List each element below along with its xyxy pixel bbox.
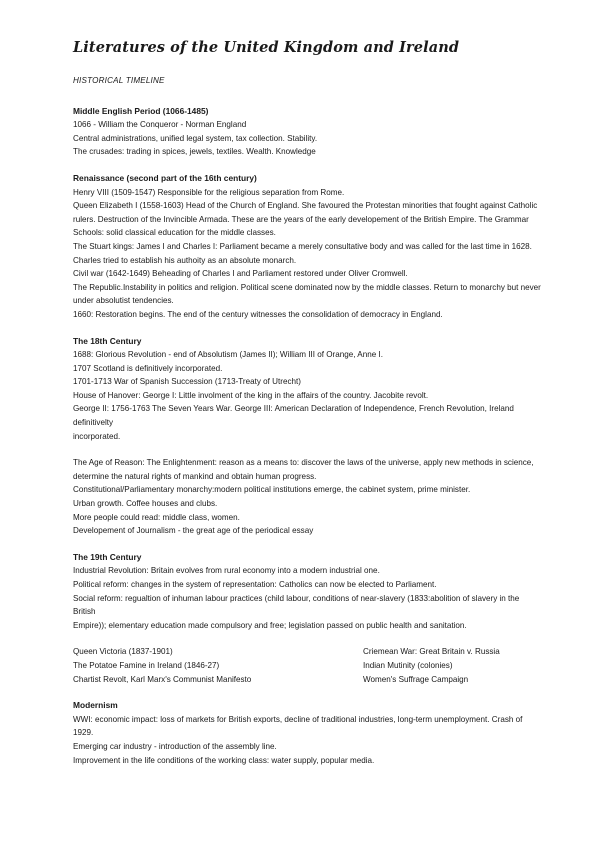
text-line: 1701-1713 War of Spanish Succession (1713-Treaty of Utrecht) bbox=[73, 377, 301, 387]
two-column-list bbox=[73, 645, 544, 686]
text-line: The Age of Reason: The Enlightenment: reason as a means to: discover the laws of the universe, apply new methods in science, bbox=[73, 458, 534, 468]
text-line: 1066 - William the Conqueror - Norman England bbox=[73, 120, 247, 130]
text-line: Schools: solid classical education for the middle classes. bbox=[73, 228, 276, 238]
text-line: WWI: economic impact: loss of markets for British exports, decline of traditional industries, long-term unemployment. Crash of 1929. bbox=[73, 714, 523, 738]
col-right-item: Criemean War: Great Britain v. Russia bbox=[363, 647, 500, 657]
text-line: Constitutional/Parliamentary monarchy:modern political institutions emerge, the cabinet system, prime minister. bbox=[73, 485, 471, 495]
text-line: Queen Elizabeth I (1558-1603) Head of the Church of England. She favoured the Protestan minorities that fought against Catholic bbox=[73, 201, 538, 211]
text-line: 1660: Restoration begins. The end of the century witnesses the consolidation of democracy in England. bbox=[73, 309, 443, 319]
col-left-item: Chartist Revolt, Karl Marx's Communist Manifesto bbox=[73, 674, 252, 684]
section-heading: The 19th Century bbox=[73, 551, 142, 562]
text-line: Urban growth. Coffee houses and clubs. bbox=[73, 499, 218, 509]
text-line: Civil war (1642-1649) Beheading of Charles I and Parliament restored under Oliver Cromwell. bbox=[73, 269, 408, 279]
text-line: Emerging car industry - introduction of the assembly line. bbox=[73, 741, 277, 751]
text-line: Social reform: regualtion of inhuman labour practices (child labour, conditions of near-slavery (1833:abolition of slavery in the British bbox=[73, 593, 520, 617]
text-line: rulers. Destruction of the Invincible Armada. These are the years of the early developement of the British Empire. The Grammar bbox=[73, 214, 529, 224]
section-heading: Middle English Period (1066-1485) bbox=[73, 105, 209, 116]
text-line: Charles tried to establish his authoity as an absolute monarch. bbox=[73, 255, 297, 265]
document-title: Literatures of the United Kingdom and Ireland bbox=[73, 39, 460, 56]
text-line: under absolutist tendencies. bbox=[73, 296, 174, 306]
section-18th-century bbox=[73, 335, 544, 538]
text-line: Industrial Revolution: Britain evolves from rural economy into a modern industrial one. bbox=[73, 566, 380, 576]
text-line: The Stuart kings: James I and Charles I: Parliament became a merely consultative body and was called for the last time in 1628. bbox=[73, 241, 532, 251]
col-left-item: The Potatoe Famine in Ireland (1846-27) bbox=[73, 660, 220, 670]
text-line: Central administrations, unified legal system, tax collection. Stability. bbox=[73, 133, 318, 143]
col-right-item: Women's Suffrage Campaign bbox=[363, 674, 469, 684]
text-line: The crusades: trading in spices, jewels, textiles. Wealth. Knowledge bbox=[73, 147, 316, 157]
text-line: incorporated. bbox=[73, 431, 121, 441]
text-line: determine the natural rights of mankind and obtain human progress. bbox=[73, 471, 317, 481]
section-heading: The 18th Century bbox=[73, 335, 142, 346]
col-right-item: Indian Mutinity (colonies) bbox=[363, 660, 453, 670]
paragraph-gap bbox=[73, 443, 544, 456]
text-line: 1707 Scotland is definitively incorporated. bbox=[73, 363, 223, 373]
text-line: Developement of Journalism - the great age of the periodical essay bbox=[73, 526, 314, 536]
text-line: Improvement in the life conditions of the working class: water supply, popular media. bbox=[73, 755, 375, 765]
section-renaissance bbox=[73, 172, 544, 322]
section-heading: Modernism bbox=[73, 700, 118, 711]
text-line: Henry VIII (1509-1547) Responsible for the religious separation from Rome. bbox=[73, 187, 345, 197]
document-subtitle: HISTORICAL TIMELINE bbox=[73, 76, 165, 85]
section-middle-english bbox=[73, 105, 544, 159]
section-modernism bbox=[73, 699, 544, 767]
text-line: The Republic.Instability in politics and religion. Political scene dominated now by the middle classes. Return to monarchy but never bbox=[73, 282, 541, 292]
col-left-item: Queen Victoria (1837-1901) bbox=[73, 647, 173, 657]
section-19th-century bbox=[73, 551, 544, 686]
text-line: Political reform: changes in the system of representation: Catholics can now be elected to Parliament. bbox=[73, 580, 437, 589]
text-line: Empire)); elementary education made compulsory and free; legislation passed on public health and sanitation. bbox=[73, 620, 467, 630]
text-line: House of Hanover: George I: Little involment of the king in the affairs of the country. Jacobite revolt. bbox=[73, 390, 429, 400]
text-line: George II: 1756-1763 The Seven Years War. George III: American Declaration of Independence, French Revolution, Ireland definitivelty bbox=[73, 404, 514, 428]
text-line: More people could read: middle class, women. bbox=[73, 512, 240, 522]
text-line: 1688: Glorious Revolution - end of Absolutism (James II); William III of Orange, Anne I. bbox=[73, 350, 383, 360]
section-heading: Renaissance (second part of the 16th century) bbox=[73, 172, 257, 183]
